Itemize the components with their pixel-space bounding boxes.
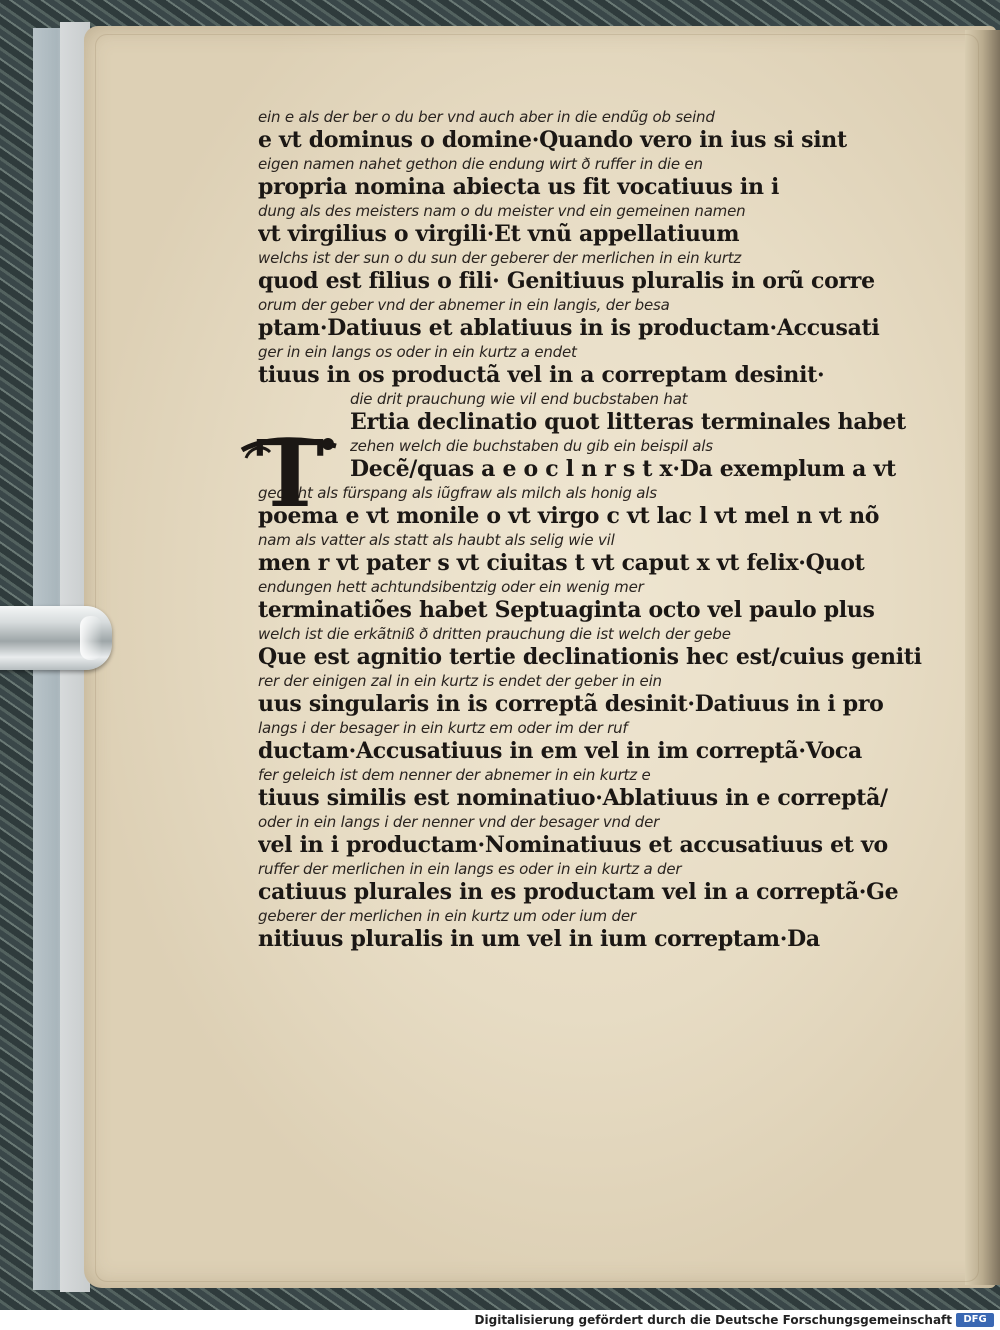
initial-letter: T	[255, 420, 325, 528]
text-line: catiuus plurales in es productam vel in a correptã·Ge	[258, 881, 899, 905]
funding-credit: Digitalisierung gefördert durch die Deutsche Forschungsgemeinschaft	[474, 1313, 952, 1327]
gloss-line: ruffer der merlichen in ein langs es oder in ein kurtz a der	[258, 862, 682, 878]
text-line: tiuus similis est nominatiuo·Ablatiuus in e correptã/	[258, 787, 888, 811]
gloss-line: orum der geber vnd der abnemer in ein langis, der besa	[258, 298, 670, 314]
gloss-line: ger in ein langs os oder in ein kurtz a endet	[258, 345, 577, 361]
text-line: vel in i productam·Nominatiuus et accusatiuus et vo	[258, 834, 888, 858]
gloss-line: dung als des meisters nam o du meister vnd ein gemeinen namen	[258, 204, 746, 220]
text-line: tiuus in os productã vel in a correptam desinit·	[258, 364, 825, 388]
text-line: uus singularis in is correptã desinit·Datiuus in i pro	[258, 693, 884, 717]
text-line: terminatiões habet Septuaginta octo vel paulo plus	[258, 599, 875, 623]
gloss-line: eigen namen nahet gethon die endung wirt ð ruffer in die en	[258, 157, 703, 173]
text-line: quod est filius o fili· Genitiuus pluralis in orũ corre	[258, 270, 875, 294]
gloss-line: rer der einigen zal in ein kurtz is endet der geber in ein	[258, 674, 662, 690]
text-lines-lower	[258, 486, 930, 956]
gloss-line: gedicht als fürspang als iũgfraw als milch als honig als	[258, 486, 657, 502]
gloss-line: oder in ein langs i der nenner vnd der besager vnd der	[258, 815, 660, 831]
gloss-line: ein e als der ber o du ber vnd auch aber in die endũg ob seind	[258, 110, 715, 126]
gloss-line: fer geleich ist dem nenner der abnemer in ein kurtz e	[258, 768, 651, 784]
text-lines-initial-section	[258, 392, 930, 486]
text-line: poema e vt monile o vt virgo c vt lac l vt mel n vt nõ	[258, 505, 880, 529]
text-lines-upper	[258, 110, 930, 392]
gloss-line: welchs ist der sun o du sun der geberer der merlichen in ein kurtz	[258, 251, 742, 267]
gloss-line: langs i der besager in ein kurtz em oder im der ruf	[258, 721, 628, 737]
text-line: ductam·Accusatiuus in em vel in im correptã·Voca	[258, 740, 862, 764]
text-line: men r vt pater s vt ciuitas t vt caput x vt felix·Quot	[258, 552, 865, 576]
gloss-line: die drit prauchung wie vil end bucbstaben hat	[350, 392, 688, 408]
text-block	[258, 110, 930, 956]
gloss-line: welch ist die erkãtniß ð dritten prauchung die ist welch der gebe	[258, 627, 731, 643]
text-line: vt virgilius o virgili·Et vnũ appellatiuum	[258, 223, 740, 247]
gloss-line: nam als vatter als statt als haubt als selig wie vil	[258, 533, 615, 549]
dfg-logo-icon: DFG	[956, 1313, 994, 1327]
text-line: Que est agnitio tertie declinationis hec est/cuius geniti	[258, 646, 922, 670]
gloss-line: geberer der merlichen in ein kurtz um oder ium der	[258, 909, 636, 925]
text-line: e vt dominus o domine·Quando vero in ius si sint	[258, 129, 847, 153]
text-line: nitiuus pluralis in um vel in ium correptam·Da	[258, 928, 820, 952]
gloss-line: zehen welch die buchstaben du gib ein beispil als	[350, 439, 713, 455]
gloss-line: endungen hett achtundsibentzig oder ein wenig mer	[258, 580, 644, 596]
text-line: propria nomina abiecta us fit vocatiuus in i	[258, 176, 780, 200]
footer-bar	[0, 1310, 1000, 1330]
text-line: Ertia declinatio quot litteras terminales habet	[350, 411, 906, 435]
text-line: Decẽ/quas a e o c l n r s t x·Da exemplum a vt	[350, 458, 896, 482]
text-line: ptam·Datiuus et ablatiuus in is productam·Accusati	[258, 317, 880, 341]
clasp-highlight	[80, 616, 102, 660]
